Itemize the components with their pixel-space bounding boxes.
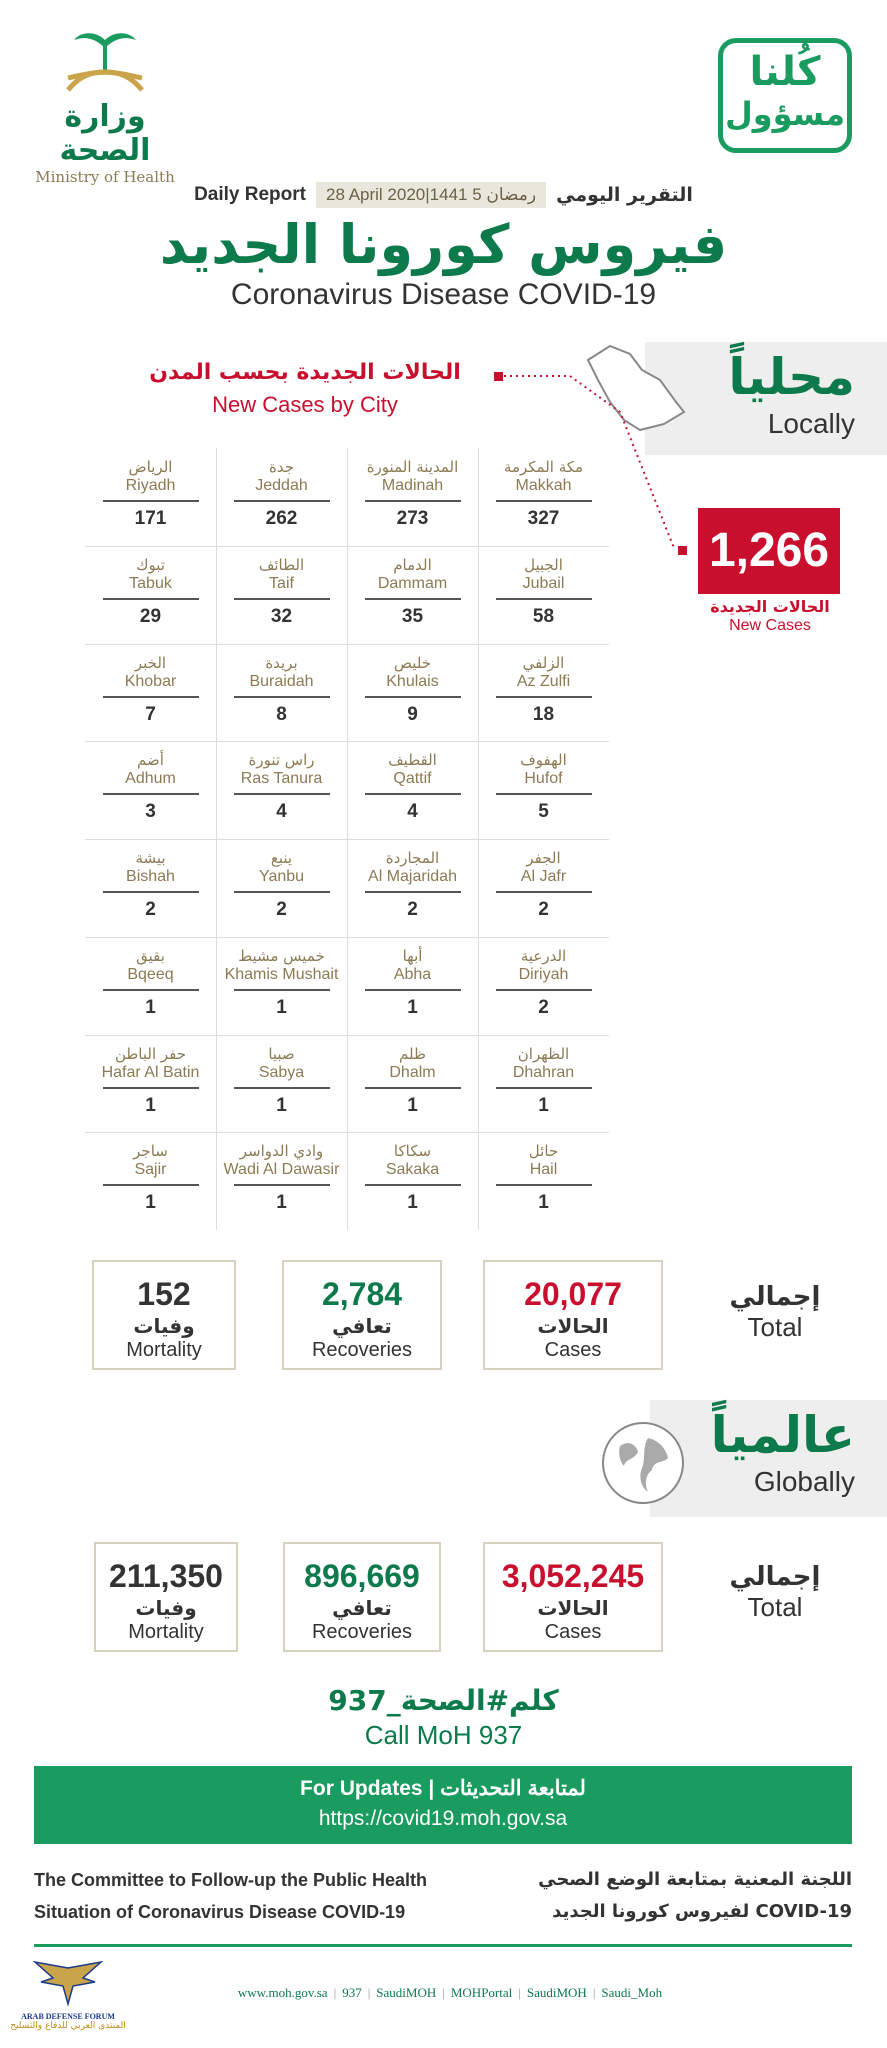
city-name-en: Dhahran bbox=[512, 1063, 575, 1081]
city-name-ar: الدمام bbox=[393, 555, 432, 574]
city-name-ar: راس تنورة bbox=[248, 751, 315, 770]
city-case-count: 2 bbox=[407, 899, 418, 920]
city-name-ar: المدينة المنورة bbox=[366, 458, 459, 476]
new-cases-bullet bbox=[678, 546, 687, 555]
city-name-en: Sakaka bbox=[385, 1161, 440, 1179]
updates-url[interactable]: https://covid19.moh.gov.sa bbox=[318, 1807, 568, 1830]
city-cell bbox=[85, 1035, 216, 1133]
city-name-ar: جدة bbox=[268, 458, 294, 476]
committee-en-line1: The Committee to Follow-up the Public Health bbox=[34, 1870, 428, 1890]
city-underline bbox=[365, 1184, 461, 1186]
city-name-en: Khobar bbox=[124, 672, 177, 690]
city-case-count: 262 bbox=[265, 508, 298, 529]
bycity-title-ar: الحالات الجديدة بحسب المدن bbox=[149, 360, 461, 385]
city-name-en: Hafar Al Batin bbox=[101, 1063, 200, 1081]
global-total-en: Total bbox=[747, 1592, 803, 1622]
local-mortality-card bbox=[92, 1260, 236, 1370]
city-name-ar: صبيا bbox=[268, 1044, 295, 1063]
city-case-count: 5 bbox=[538, 801, 549, 823]
city-underline bbox=[365, 696, 461, 698]
city-name-ar: ظلم bbox=[399, 1044, 426, 1063]
global-mortality-count: 211,350 bbox=[109, 1558, 223, 1594]
city-name-ar: الجفر bbox=[526, 849, 561, 867]
website-link[interactable]: www.moh.gov.sa bbox=[237, 1985, 328, 2000]
city-name-ar: وادي الدواسر bbox=[239, 1142, 324, 1161]
city-case-count: 8 bbox=[276, 703, 287, 725]
city-name-ar: المجاردة bbox=[385, 849, 440, 867]
page-title-en: Coronavirus Disease COVID-19 bbox=[230, 278, 657, 311]
city-underline bbox=[234, 989, 330, 991]
city-name-en: Abha bbox=[393, 965, 432, 983]
city-name-ar: ساجر bbox=[133, 1142, 168, 1161]
city-name-ar: الهفوف bbox=[520, 751, 567, 770]
palm-swords-icon bbox=[60, 30, 150, 100]
city-name-en: Riyadh bbox=[125, 477, 176, 494]
city-name-en: Sajir bbox=[134, 1161, 167, 1179]
city-cell bbox=[347, 741, 478, 839]
committee-en-line2: Situation of Coronavirus Disease COVID-19 bbox=[34, 1902, 406, 1922]
locally-label-ar: محلياً bbox=[728, 348, 855, 406]
city-name-en: Dammam bbox=[377, 574, 448, 592]
city-case-count: 1 bbox=[276, 1094, 287, 1116]
city-name-en: Bqeeq bbox=[127, 965, 174, 983]
city-case-count: 35 bbox=[401, 605, 424, 627]
city-case-count: 1 bbox=[276, 996, 287, 1018]
call-moh-en: Call MoH 937 bbox=[364, 1720, 523, 1750]
globally-label-ar: عالمياً bbox=[710, 1406, 855, 1464]
committee-ar-line1: اللجنة المعنية بمتابعة الوضع الصحي bbox=[538, 1869, 852, 1890]
city-name-en: Dhalm bbox=[389, 1063, 436, 1081]
moh-logo bbox=[30, 30, 180, 186]
city-name-ar: بقيق bbox=[136, 946, 165, 965]
city-name-ar: ينبع bbox=[270, 849, 293, 867]
city-underline bbox=[103, 598, 199, 600]
city-case-count: 3 bbox=[145, 801, 156, 823]
city-cell bbox=[85, 1132, 216, 1230]
city-name-en: Al Majaridah bbox=[368, 868, 457, 885]
city-name-en: Khulais bbox=[386, 672, 439, 690]
city-name-ar: تبوك bbox=[136, 555, 165, 574]
city-name-en: Ras Tanura bbox=[240, 770, 323, 788]
global-recoveries-count: 896,669 bbox=[304, 1558, 420, 1594]
city-cell bbox=[347, 937, 478, 1035]
city-underline bbox=[496, 696, 592, 698]
city-underline bbox=[365, 598, 461, 600]
committee-en bbox=[34, 1864, 464, 1928]
city-name-ar: مكة المكرمة bbox=[503, 458, 584, 476]
city-name-en: Buraidah bbox=[249, 672, 314, 690]
city-case-count: 1 bbox=[407, 1094, 418, 1116]
city-name-ar: خليص bbox=[393, 653, 432, 672]
city-underline bbox=[103, 891, 199, 893]
city-case-count: 2 bbox=[276, 899, 287, 920]
city-case-count: 1 bbox=[145, 1094, 156, 1116]
grid-row-divider bbox=[85, 1132, 609, 1133]
city-name-en: Bishah bbox=[126, 868, 175, 885]
city-name-en: Hail bbox=[529, 1161, 558, 1179]
city-case-count: 2 bbox=[538, 996, 549, 1018]
phone-link[interactable]: 937 bbox=[342, 1985, 362, 2000]
city-underline bbox=[496, 1087, 592, 1089]
city-case-count: 273 bbox=[396, 508, 429, 529]
city-cell bbox=[216, 448, 347, 546]
global-recoveries-card bbox=[283, 1542, 441, 1652]
city-cell bbox=[85, 937, 216, 1035]
city-name-ar: بيشة bbox=[135, 849, 166, 867]
new-cases-count: 1,266 bbox=[698, 508, 840, 594]
city-name-en: Az Zulfi bbox=[516, 672, 571, 690]
city-case-count: 4 bbox=[407, 801, 418, 823]
city-grid bbox=[85, 448, 609, 1230]
city-underline bbox=[496, 989, 592, 991]
local-cases-count: 20,077 bbox=[524, 1276, 622, 1312]
grid-row-divider bbox=[85, 644, 609, 645]
city-name-en: Sabya bbox=[258, 1063, 305, 1081]
city-cell bbox=[85, 546, 216, 644]
city-name-ar: حائل bbox=[528, 1142, 559, 1161]
footer-divider bbox=[34, 1944, 852, 1947]
locally-label-en: Locally bbox=[767, 408, 855, 439]
city-cell bbox=[85, 644, 216, 742]
city-underline bbox=[365, 793, 461, 795]
eagle-icon bbox=[33, 1960, 103, 2008]
global-cases-en: Cases bbox=[544, 1621, 602, 1643]
city-underline bbox=[496, 891, 592, 893]
global-total-ar: إجمالي bbox=[729, 1562, 821, 1592]
city-cell bbox=[216, 1035, 347, 1133]
forum-name-ar: المنتدى العربي للدفاع والتسليح bbox=[10, 2021, 126, 2031]
city-cell bbox=[478, 839, 609, 937]
city-case-count: 1 bbox=[538, 1192, 549, 1214]
city-name-ar: بريدة bbox=[265, 653, 298, 672]
city-underline bbox=[234, 891, 330, 893]
city-case-count: 9 bbox=[407, 703, 418, 725]
city-cell bbox=[347, 1035, 478, 1133]
city-name-en: Madinah bbox=[381, 477, 444, 494]
forum-name-en: ARAB DEFENSE FORUM bbox=[21, 2012, 115, 2021]
city-name-en: Qattif bbox=[393, 770, 432, 788]
grid-row-divider bbox=[85, 1035, 609, 1036]
city-underline bbox=[234, 598, 330, 600]
city-cell bbox=[85, 448, 216, 546]
committee-ar-line2: لفيروس كورونا الجديد COVID-19 bbox=[552, 1901, 852, 1922]
city-cell bbox=[478, 937, 609, 1035]
city-name-ar: أبها bbox=[402, 946, 423, 965]
city-cell bbox=[478, 644, 609, 742]
city-cell bbox=[216, 546, 347, 644]
new-cases-label-en: New Cases bbox=[729, 617, 811, 634]
city-name-en: Khamis Mushait bbox=[224, 965, 339, 983]
instagram-link[interactable]: SaudiMOH bbox=[526, 1985, 587, 2000]
city-cell bbox=[478, 1035, 609, 1133]
city-cell bbox=[216, 839, 347, 937]
global-cases-ar: الحالات bbox=[537, 1596, 609, 1620]
city-cell bbox=[478, 1132, 609, 1230]
page-title-ar: فيروس كورونا الجديد bbox=[159, 213, 728, 276]
grid-row-divider bbox=[85, 937, 609, 938]
city-underline bbox=[496, 793, 592, 795]
daily-report-row bbox=[0, 180, 887, 210]
kolona-line1: كُلنا bbox=[749, 49, 821, 95]
city-name-ar: الزلفي bbox=[522, 653, 565, 672]
city-underline bbox=[496, 1184, 592, 1186]
global-cases-count: 3,052,245 bbox=[501, 1558, 645, 1594]
city-case-count: 327 bbox=[527, 508, 560, 529]
city-underline bbox=[365, 891, 461, 893]
city-case-count: 2 bbox=[145, 899, 156, 920]
grid-row-divider bbox=[85, 546, 609, 547]
city-cell bbox=[216, 937, 347, 1035]
local-recoveries-card bbox=[282, 1260, 442, 1370]
global-recoveries-en: Recoveries bbox=[311, 1621, 413, 1643]
city-cell bbox=[216, 1132, 347, 1230]
daily-report-en: Daily Report bbox=[194, 184, 306, 205]
city-name-ar: حفر الباطن bbox=[114, 1044, 187, 1063]
city-name-en: Adhum bbox=[125, 770, 176, 788]
local-cases-en: Cases bbox=[544, 1339, 602, 1361]
local-cases-card bbox=[483, 1260, 663, 1370]
city-underline bbox=[365, 500, 461, 502]
forum-watermark bbox=[8, 1960, 128, 2031]
grid-row-divider bbox=[85, 839, 609, 840]
city-cell bbox=[478, 741, 609, 839]
local-mortality-ar: وفيات bbox=[133, 1314, 195, 1338]
local-mortality-en: Mortality bbox=[126, 1339, 202, 1361]
city-case-count: 29 bbox=[139, 605, 162, 627]
moh-name-ar: وزارة الصحة bbox=[59, 99, 151, 168]
global-cases-card bbox=[483, 1542, 663, 1652]
city-underline bbox=[103, 500, 199, 502]
city-case-count: 58 bbox=[532, 605, 555, 627]
social-links: www.moh.gov.sa | 937 | SaudiMOH | MOHPortal | SaudiMOH | Saudi_Moh bbox=[237, 1985, 663, 2000]
city-cell bbox=[347, 1132, 478, 1230]
local-cases-ar: الحالات bbox=[537, 1314, 609, 1338]
local-mortality-count: 152 bbox=[137, 1276, 191, 1312]
city-name-ar: الظهران bbox=[517, 1044, 570, 1063]
local-recoveries-en: Recoveries bbox=[311, 1339, 413, 1361]
city-cell bbox=[347, 546, 478, 644]
city-case-count: 32 bbox=[270, 605, 293, 627]
updates-banner bbox=[34, 1766, 852, 1844]
globe-icon bbox=[598, 1418, 688, 1508]
city-name-en: Al Jafr bbox=[520, 868, 567, 885]
city-name-ar: خميس مشيط bbox=[238, 946, 325, 965]
city-cell bbox=[216, 741, 347, 839]
city-cell bbox=[347, 839, 478, 937]
youtube-link[interactable]: MOHPortal bbox=[450, 1985, 513, 2000]
city-case-count: 1 bbox=[276, 1192, 287, 1214]
local-total-en: Total bbox=[747, 1312, 803, 1342]
global-mortality-ar: وفيات bbox=[135, 1596, 197, 1620]
global-recoveries-ar: تعافي bbox=[332, 1596, 392, 1620]
city-cell bbox=[216, 644, 347, 742]
kolona-masool-logo bbox=[718, 38, 852, 153]
city-case-count: 171 bbox=[134, 508, 167, 529]
city-name-ar: القطيف bbox=[388, 751, 437, 770]
city-underline bbox=[103, 793, 199, 795]
city-underline bbox=[103, 989, 199, 991]
kolona-line2: مسؤول bbox=[724, 95, 846, 133]
twitter-link[interactable]: SaudiMOH bbox=[376, 1985, 437, 2000]
city-case-count: 2 bbox=[538, 899, 549, 920]
city-underline bbox=[103, 1087, 199, 1089]
local-total-ar: إجمالي bbox=[729, 1282, 821, 1312]
city-underline bbox=[234, 793, 330, 795]
call-hashtag-ar: كلم#الصحة_937 bbox=[328, 1684, 559, 1717]
bycity-title-en: New Cases by City bbox=[212, 392, 398, 417]
city-underline bbox=[365, 989, 461, 991]
city-underline bbox=[365, 1087, 461, 1089]
city-case-count: 1 bbox=[145, 1192, 156, 1214]
city-case-count: 7 bbox=[145, 703, 156, 725]
local-recoveries-ar: تعافي bbox=[332, 1314, 392, 1338]
city-cell bbox=[347, 644, 478, 742]
global-mortality-en: Mortality bbox=[128, 1621, 204, 1643]
global-total-label bbox=[700, 1562, 850, 1623]
city-case-count: 1 bbox=[538, 1094, 549, 1116]
city-underline bbox=[103, 1184, 199, 1186]
city-name-ar: أضم bbox=[137, 751, 164, 770]
city-underline bbox=[234, 500, 330, 502]
local-total-label bbox=[700, 1282, 850, 1343]
city-underline bbox=[234, 1184, 330, 1186]
city-cell bbox=[85, 839, 216, 937]
city-name-ar: الخبر bbox=[134, 653, 167, 672]
daily-report-ar: التقرير اليومي bbox=[556, 184, 693, 206]
moh-name-en: Ministry of Health bbox=[35, 168, 175, 186]
city-name-en: Diriyah bbox=[518, 965, 569, 983]
city-name-en: Hufof bbox=[524, 770, 563, 788]
grid-row-divider bbox=[85, 741, 609, 742]
city-name-en: Tabuk bbox=[129, 574, 172, 592]
city-name-en: Jubail bbox=[522, 574, 565, 592]
city-name-en: Jeddah bbox=[255, 477, 308, 494]
city-cell bbox=[478, 448, 609, 546]
local-recoveries-count: 2,784 bbox=[321, 1276, 403, 1312]
global-mortality-card bbox=[94, 1542, 238, 1652]
city-name-en: Taif bbox=[269, 574, 294, 592]
city-case-count: 1 bbox=[407, 996, 418, 1018]
city-name-en: Wadi Al Dawasir bbox=[223, 1161, 340, 1179]
city-case-count: 4 bbox=[276, 801, 287, 823]
city-name-ar: الطائف bbox=[258, 555, 305, 574]
city-cell bbox=[347, 448, 478, 546]
city-underline bbox=[103, 696, 199, 698]
city-underline bbox=[496, 500, 592, 502]
report-date: 28 April 2020|1441 5 رمضان bbox=[316, 182, 546, 208]
committee-ar bbox=[450, 1864, 852, 1928]
globally-label-en: Globally bbox=[753, 1466, 855, 1497]
city-underline bbox=[234, 696, 330, 698]
new-cases-label-ar: الحالات الجديدة bbox=[710, 597, 830, 616]
updates-title: For Updates | لمتابعة التحديثات bbox=[300, 1777, 586, 1800]
city-name-en: Yanbu bbox=[258, 868, 305, 885]
city-cell bbox=[85, 741, 216, 839]
city-underline bbox=[234, 1087, 330, 1089]
city-case-count: 1 bbox=[145, 996, 156, 1018]
city-name-en: Makkah bbox=[515, 477, 572, 494]
city-name-ar: الجبيل bbox=[524, 555, 563, 574]
city-cell bbox=[478, 546, 609, 644]
city-case-count: 18 bbox=[532, 703, 555, 725]
city-name-ar: الرياض bbox=[128, 458, 173, 476]
city-name-ar: سكاكا bbox=[393, 1142, 432, 1161]
snapchat-link[interactable]: Saudi_Moh bbox=[601, 1985, 663, 2000]
city-case-count: 1 bbox=[407, 1192, 418, 1214]
city-name-ar: الدرعية bbox=[520, 946, 567, 965]
city-underline bbox=[496, 598, 592, 600]
